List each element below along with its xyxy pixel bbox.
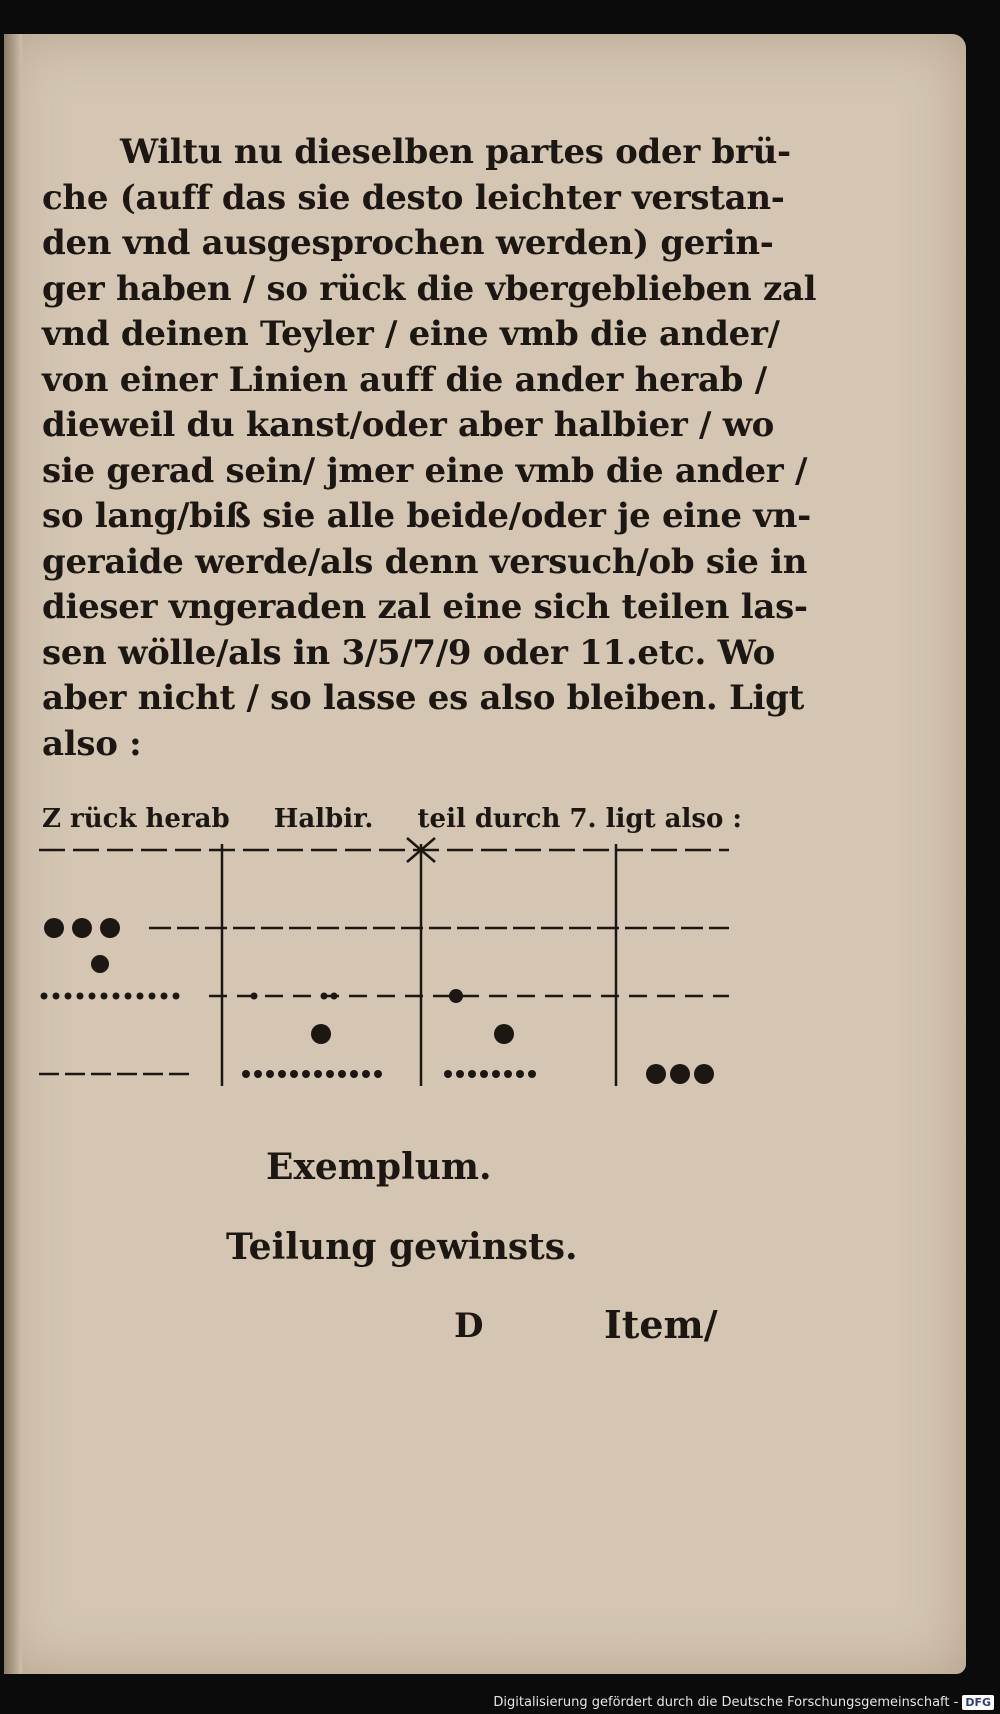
exemplum-heading: Exemplum. <box>266 1146 492 1188</box>
paragraph-line: ger haben / so rück die vbergeblieben zal <box>42 268 817 309</box>
header-halbir: Halbir. <box>273 804 374 834</box>
paragraph-line: von einer Linien auff die ander herab / <box>42 359 767 400</box>
paragraph-line: dieser vngeraden zal eine sich teilen las- <box>42 587 808 627</box>
paragraph-line: che (auff das sie desto leichter verstan- <box>42 177 785 218</box>
header-teil-durch-7: teil durch 7. ligt also : <box>417 804 742 834</box>
paragraph-line: sie gerad sein/ jmer eine vmb die ander / <box>42 450 808 491</box>
paragraph-line: geraide werde/als denn versuch/ob sie in <box>42 541 808 582</box>
main-paragraph <box>42 130 817 767</box>
footer-credit <box>493 1695 994 1710</box>
paragraph-line: so lang/biß sie alle beide/oder je eine vn- <box>42 496 811 536</box>
paragraph-line: den vnd ausgesprochen werden) gerin- <box>42 223 774 263</box>
paragraph-line: vnd deinen Teyler / eine vmb die ander/ <box>42 314 780 354</box>
header-rueck-herab: Z rück herab <box>42 804 230 834</box>
reckoning-lines-diagram <box>34 834 744 1134</box>
reckoning-table-header <box>42 804 742 834</box>
dfg-logo: DFG <box>962 1695 994 1710</box>
signature-mark: D <box>454 1306 484 1346</box>
paragraph-line: dieweil du kanst/oder aber halbier / wo <box>42 405 775 445</box>
book-page <box>4 34 966 1674</box>
page-gutter <box>4 34 22 1674</box>
paragraph-line: aber nicht / so lasse es also bleiben. Ligt <box>42 678 805 718</box>
paragraph-line: sen wölle/als in 3/5/7/9 oder 11.etc. Wo <box>42 632 776 673</box>
footer-text: Digitalisierung gefördert durch die Deutsche Forschungsgemeinschaft - <box>493 1695 959 1710</box>
paragraph-line: also : <box>42 723 142 764</box>
teilung-heading: Teilung gewinsts. <box>226 1226 578 1268</box>
catchword: Item/ <box>604 1302 718 1347</box>
paragraph-line: Wiltu nu dieselben partes oder brü- <box>120 132 791 172</box>
